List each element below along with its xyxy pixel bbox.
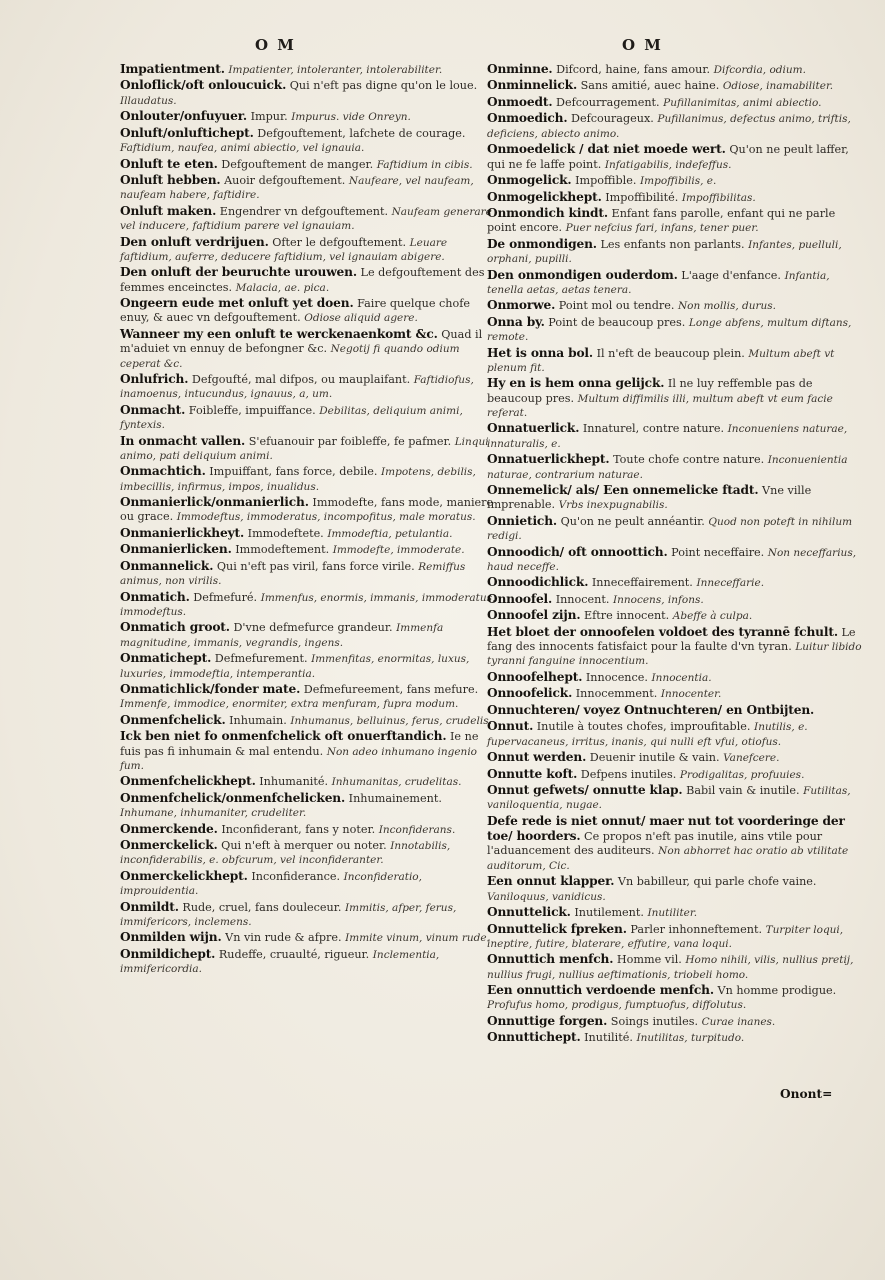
entry-french: Impoffible.: [575, 174, 637, 188]
dictionary-entry: [487, 483, 865, 513]
entry-french: Innocence.: [585, 670, 648, 684]
dictionary-entry: [487, 608, 865, 623]
catchword: Onont=: [780, 1087, 833, 1101]
dictionary-entry: [487, 983, 865, 1013]
dictionary-entry: [120, 157, 502, 172]
dictionary-entry: [487, 874, 865, 904]
dictionary-entry: [487, 905, 865, 920]
dictionary-entry: [120, 265, 502, 295]
entry-headword: Onmacht.: [120, 402, 186, 417]
entry-french: Impuiffant, fans force, debile.: [209, 465, 378, 479]
dictionary-entry: [487, 190, 865, 205]
dictionary-entry: [487, 767, 865, 782]
entry-latin: Impoffibilitas.: [681, 191, 756, 204]
entry-headword: Onmogelickhept.: [487, 189, 602, 204]
entry-french: Qui n'eft à merquer ou noter.: [221, 839, 387, 853]
dictionary-entry: [120, 327, 502, 371]
entry-headword: Impatientment.: [120, 62, 225, 76]
dictionary-entry: [120, 590, 502, 620]
entry-headword: Onmogelick.: [487, 173, 572, 188]
entry-french: Inutilité.: [584, 1031, 633, 1045]
entry-headword: Onmatich groot.: [120, 620, 230, 635]
entry-headword: Onmatich.: [120, 589, 190, 604]
entry-headword: Onminnelick.: [487, 78, 578, 93]
entry-french: Defmefuré.: [193, 590, 258, 604]
entry-french: Inconfiderance.: [251, 869, 341, 883]
entry-french: Immodeftement.: [235, 543, 330, 557]
entry-latin: Abeffe à culpa.: [672, 610, 753, 623]
dictionary-entry: [487, 922, 865, 952]
dictionary-entry: [487, 95, 865, 110]
entry-french: Quad il m'aduiet vn ennuy de befongner &c.: [120, 327, 483, 356]
dictionary-entry: [120, 713, 502, 728]
entry-latin: Impatienter, intoleranter, intolerabiliter.: [228, 64, 443, 76]
entry-french: Ie ne fuis pas fi inhumain & mal entendu.: [120, 730, 479, 758]
dictionary-entry: [120, 838, 502, 868]
entry-headword: Onna by.: [487, 314, 545, 329]
entry-latin: Immenfus, enormis, immanis, immoderatus, immodeftus.: [120, 591, 496, 618]
entry-french: Deuenir inutile & vain.: [589, 751, 720, 765]
entry-french: Qui n'eft pas viril, fans force virile.: [216, 559, 415, 573]
entry-french: Defcourageux.: [571, 112, 654, 126]
entry-french: Inhumain.: [229, 713, 287, 727]
entry-latin: Pufillanimitas, animi abiectio.: [663, 96, 822, 109]
entry-french: Les enfants non parlants.: [600, 237, 745, 251]
entry-latin: Faftidium in cibis.: [376, 158, 473, 171]
entry-headword: Onmatichept.: [120, 651, 212, 666]
entry-french: Defgouftement, lafchete de courage.: [257, 126, 466, 140]
entry-latin: Inconfideratio, improuidentia.: [120, 870, 422, 898]
entry-french: Point mol ou tendre.: [558, 299, 675, 313]
entry-latin: Debilitas, deliquium animi, fyntexis.: [120, 404, 463, 432]
entry-headword: Onnatuerlickhept.: [487, 452, 610, 467]
entry-french: Difcord, haine, fans amour.: [556, 63, 711, 76]
entry-latin: Difcordia, odium.: [713, 64, 806, 76]
entry-french: Defmefureement, fans mefure.: [303, 683, 479, 696]
entry-latin: Immodefte, immoderate.: [332, 544, 465, 557]
dictionary-entry: [120, 900, 502, 930]
dictionary-entry: [487, 62, 865, 77]
entry-french: Defmefurement.: [214, 652, 308, 666]
dictionary-entry: [487, 315, 865, 345]
entry-latin: Impurus. vide Onreyn.: [291, 111, 411, 124]
dictionary-entry: [487, 703, 865, 718]
entry-latin: Quod non poteft in nihilum redigi.: [487, 515, 853, 543]
entry-latin: Impoffibilis, e.: [640, 175, 717, 188]
entry-headword: Ick ben niet fo onmenfchelick oft onuerftandich.: [120, 729, 447, 744]
entry-french: Engendrer vn defgouftement.: [219, 204, 389, 218]
dictionary-entry: [120, 296, 502, 326]
dictionary-entry: [120, 464, 502, 494]
entry-latin: Inclementia, immifericordia.: [120, 948, 440, 976]
entry-headword: Onmanierlick/onmanierlich.: [120, 495, 309, 510]
entry-french: Defgoufté, mal difpos, ou mauplaifant.: [191, 373, 411, 386]
entry-headword: Onmenfchelickhept.: [120, 774, 256, 789]
left-column: [120, 62, 502, 978]
entry-latin: Non abhorret hac oratio ab vtilitate auditorum, Cic.: [487, 845, 849, 872]
entry-headword: Onnoofelick.: [487, 686, 573, 701]
dictionary-entry: [120, 526, 502, 541]
dictionary-entry: [120, 559, 502, 589]
entry-latin: Immodeftia, petulantia.: [327, 527, 453, 540]
dictionary-entry: [120, 620, 502, 650]
entry-french: Defgouftement de manger.: [221, 157, 374, 171]
entry-french: Vn babilleur, qui parle chofe vaine.: [617, 875, 817, 889]
entry-latin: Faftidiofus, inamoenus, intucundus, ignauus, a, um.: [120, 374, 474, 401]
entry-headword: Onlouter/onfuyuer.: [120, 109, 247, 124]
entry-headword: Onluft maken.: [120, 203, 217, 218]
entry-latin: Innotabilis, inconfiderabilis, e. obfcurum, vel inconfideranter.: [120, 840, 451, 867]
dictionary-entry: [487, 514, 865, 544]
entry-french: D'vne defmefurce grandeur.: [233, 621, 393, 635]
entry-latin: Naufeam generare vel inducere, faftidium parere vel ignauiam.: [120, 205, 492, 233]
dictionary-entry: [487, 421, 865, 451]
entry-headword: Onmenfchelick.: [120, 712, 226, 727]
entry-latin: Inhumanitas, crudelitas.: [331, 776, 462, 789]
entry-french: Ce propos n'eft pas inutile, ains vtile pour l'aduancement des auditeurs.: [487, 830, 823, 858]
entry-latin: Inhumane, inhumaniter, crudeliter.: [120, 807, 307, 820]
entry-latin: Impotens, debilis, imbecillis, infirmus, impos, inualidus.: [120, 466, 476, 493]
entry-french: Impur.: [250, 110, 288, 124]
entry-latin: Innocenter.: [660, 688, 722, 701]
entry-latin: Infantia, tenella aetas, aetas tenera.: [487, 269, 830, 296]
entry-headword: Onmerckelickhept.: [120, 868, 248, 883]
entry-headword: In onmacht vallen.: [120, 433, 246, 448]
entry-headword: Defe rede is niet onnut/ maer nut tot voorderinge der toe/ hoorders.: [487, 813, 845, 844]
entry-latin: Vrbs inexpugnabilis.: [558, 499, 668, 512]
dictionary-entry: [487, 1030, 865, 1045]
right-column: [487, 62, 865, 1047]
entry-latin: Immite vinum, vinum rude.: [345, 932, 490, 945]
page-header-right: O M: [622, 36, 663, 54]
dictionary-entry: [120, 173, 502, 203]
entry-french: Rudeffe, cruaulté, rigueur.: [218, 947, 370, 961]
entry-french: Auoir defgouftement.: [224, 174, 346, 188]
entry-latin: Illaudatus.: [120, 94, 177, 107]
entry-headword: Onmondich kindt.: [487, 205, 608, 220]
entry-french: Impoffibilité.: [605, 190, 679, 204]
entry-french: Point de beaucoup pres.: [548, 315, 686, 329]
entry-headword: De onmondigen.: [487, 236, 597, 251]
dictionary-entry: [120, 403, 502, 433]
dictionary-entry: [487, 142, 865, 172]
entry-french: Il n'eft de beaucoup plein.: [596, 346, 745, 360]
dictionary-entry: [120, 947, 502, 977]
entry-french: Vn homme prodigue.: [717, 984, 837, 998]
entry-french: Il ne luy reffemble pas de beaucoup pres.: [487, 377, 813, 405]
entry-latin: Prodigalitas, profuuies.: [679, 768, 805, 781]
entry-french: Qu'on ne peult laffer, qui ne fe laffe point.: [487, 143, 849, 171]
entry-latin: Non adeo inhumano ingenio fum.: [120, 745, 477, 772]
entry-latin: Leuare faftidium, auferre, deducere faftidium, vel ignauiam abigere.: [120, 236, 448, 263]
entry-latin: Infatigabilis, indefeffus.: [604, 158, 732, 171]
entry-french: Faire quelque chofe enuy, & auec vn defgouftement.: [120, 297, 470, 325]
entry-french: Rude, cruel, fans douleceur.: [182, 900, 342, 914]
dictionary-entry: [487, 376, 865, 420]
dictionary-entry: [487, 237, 865, 267]
entry-french: Innocent.: [555, 592, 610, 606]
dictionary-entry: [120, 774, 502, 789]
entry-latin: Profufus homo, prodigus, fumptuofus, diffolutus.: [487, 999, 747, 1012]
entry-headword: Het is onna bol.: [487, 345, 593, 360]
entry-french: Defpens inutiles.: [580, 767, 677, 781]
entry-latin: Non neceffarius, haud neceffe.: [487, 546, 857, 573]
entry-headword: Onnuttich menfch.: [487, 952, 614, 967]
dictionary-entry: [487, 545, 865, 575]
entry-french: S'efuanouir par foibleffe, fe pafmer.: [248, 434, 452, 448]
dictionary-entry: [120, 651, 502, 681]
entry-french: Vn vin rude & afpre.: [225, 931, 342, 945]
entry-headword: Onmachtich.: [120, 464, 206, 479]
entry-french: Ofter le defgouftement.: [272, 235, 407, 249]
dictionary-entry: [120, 78, 502, 108]
dictionary-entry: [120, 729, 502, 773]
entry-latin: Multum abeft vt plenum fit.: [487, 347, 835, 374]
dictionary-entry: [120, 434, 502, 464]
dictionary-entry: [120, 372, 502, 402]
entry-headword: Onnemelick/ als/ Een onnemelicke ftadt.: [487, 483, 759, 498]
entry-headword: Onmoedich.: [487, 111, 568, 126]
entry-headword: Onnoodich/ oft onnoottich.: [487, 544, 668, 559]
entry-headword: Onnuttelick.: [487, 905, 571, 920]
entry-latin: Non mollis, durus.: [677, 300, 777, 313]
entry-latin: Inutilitas, turpitudo.: [636, 1032, 745, 1045]
entry-latin: Immenfe, immodice, enormiter, extra menfuram, fupra modum.: [120, 698, 459, 711]
entry-headword: Onmanierlicken.: [120, 542, 232, 557]
entry-headword: Onnoodichlick.: [487, 575, 589, 590]
dictionary-entry: [487, 452, 865, 482]
dictionary-entry: [120, 204, 502, 234]
entry-headword: Onnoofel.: [487, 591, 553, 606]
dictionary-entry: [487, 625, 865, 669]
entry-headword: Een onnuttich verdoende menfch.: [487, 983, 714, 998]
dictionary-entry: [487, 298, 865, 313]
dictionary-entry: [487, 78, 865, 93]
entry-latin: Faftidium, naufea, animi abiectio, vel ignauia.: [120, 142, 365, 155]
dictionary-entry: [120, 869, 502, 899]
entry-french: Inutile à toutes chofes, improufitable.: [536, 720, 751, 734]
entry-french: Innaturel, contre nature.: [582, 422, 725, 436]
entry-headword: Onmenfchelick/onmenfchelicken.: [120, 790, 346, 805]
dictionary-entry: [120, 126, 502, 156]
dictionary-entry: [487, 268, 865, 298]
dictionary-entry: [487, 346, 865, 376]
entry-latin: Odiose aliquid agere.: [304, 312, 418, 325]
entry-headword: Den onluft der beuruchte urouwen.: [120, 265, 357, 280]
dictionary-entry: [120, 791, 502, 821]
entry-latin: Innocens, infons.: [612, 593, 704, 606]
entry-latin: Longe abfens, multum diftans, remote.: [487, 316, 852, 344]
entry-latin: Negotij fi quando odium ceperat &c.: [120, 343, 460, 370]
entry-french: Inhumanité.: [259, 775, 329, 789]
entry-french: Qui n'eft pas digne qu'on le loue.: [289, 79, 478, 93]
entry-headword: Onnuchteren/ voyez Ontnuchteren/ en Ontbijten.: [487, 702, 815, 717]
entry-headword: Onnoofel zijn.: [487, 608, 581, 623]
entry-latin: Inconueniens naturae, innaturalis, e.: [487, 423, 848, 450]
entry-french: Babil vain & inutile.: [686, 784, 800, 798]
entry-french: Le fang des innocents fatisfaict pour la faulte d'vn tyran.: [487, 625, 856, 654]
entry-latin: Multum diffimilis illi, multum abeft vt eum facie referat.: [487, 392, 833, 419]
entry-latin: Inutilis, e. fupervacaneus, irritus, inanis, qui nulli eft vfui, otiofus.: [487, 721, 808, 748]
entry-french: Le defgouftement des femmes enceinctes.: [120, 266, 485, 294]
dictionary-entry: [120, 109, 502, 124]
entry-french: Defcourragement.: [556, 95, 660, 109]
entry-headword: Onluft te eten.: [120, 156, 218, 171]
entry-headword: Onloflick/oft onloucuick.: [120, 78, 287, 93]
entry-latin: Inconfiderans.: [378, 823, 456, 836]
entry-headword: Den onluft verdrijuen.: [120, 234, 269, 249]
entry-french: Homme vil.: [616, 953, 682, 967]
dictionary-entry: [120, 822, 502, 837]
entry-french: Qu'on ne peult annéantir.: [560, 514, 705, 528]
entry-headword: Onnut werden.: [487, 750, 587, 765]
dictionary-entry: [487, 670, 865, 685]
dictionary-entry: [487, 575, 865, 590]
entry-latin: Inneceffarie.: [696, 577, 765, 590]
entry-french: Inutilement.: [574, 906, 644, 920]
entry-headword: Onnoofelhept.: [487, 669, 583, 684]
entry-headword: Wanneer my een onluft te werckenaenkomt &c.: [120, 326, 438, 341]
dictionary-entry: [487, 719, 865, 749]
entry-latin: Inhumanus, belluinus, ferus, crudelis.: [290, 714, 492, 727]
dictionary-entry: [120, 495, 502, 525]
dictionary-entry: [487, 592, 865, 607]
entry-latin: Futilitas, vaniloquentia, nugae.: [487, 785, 851, 812]
entry-headword: Onmerckelick.: [120, 838, 218, 853]
entry-french: Toute chofe contre nature.: [613, 453, 765, 467]
entry-latin: Pufillanimus, defectus animo, triftis, deficiens, abiecto animo.: [487, 113, 851, 140]
entry-french: L'aage d'enfance.: [681, 268, 781, 282]
dictionary-entry: [120, 235, 502, 265]
entry-french: Inneceffairement.: [591, 576, 693, 590]
entry-headword: Onmildt.: [120, 899, 179, 914]
entry-french: Point neceffaire.: [671, 545, 765, 559]
entry-headword: Ongeern eude met onluft yet doen.: [120, 296, 354, 311]
entry-headword: Onmorwe.: [487, 298, 556, 313]
entry-headword: Onnut gefwets/ onnutte klap.: [487, 783, 683, 798]
dictionary-entry: [487, 173, 865, 188]
entry-headword: Onnuttelick fpreken.: [487, 921, 627, 936]
entry-latin: Immenfitas, enormitas, luxus, luxuries, immodeftia, intemperantia.: [120, 653, 470, 680]
entry-latin: Vaniloquus, vanidicus.: [487, 890, 606, 903]
entry-french: Enfant fans parolle, enfant qui ne parle point encore.: [487, 206, 836, 235]
dictionary-entry: [487, 1014, 865, 1029]
dictionary-entry: [487, 111, 865, 141]
dictionary-entry: [487, 750, 865, 765]
entry-headword: Onluft/onluftichept.: [120, 125, 254, 140]
entry-headword: Onnatuerlick.: [487, 421, 580, 436]
entry-latin: Curae inanes.: [701, 1015, 776, 1028]
entry-latin: Luitur libido tyranni fanguine innocentium.: [487, 641, 862, 668]
entry-headword: Onnutte koft.: [487, 766, 578, 781]
dictionary-entry: [120, 542, 502, 557]
entry-headword: Onmerckende.: [120, 821, 218, 836]
entry-french: Immodeftete.: [247, 526, 324, 540]
entry-latin: Immenfa magnitudine, immanis, vegrandis, ingens.: [120, 622, 444, 649]
dictionary-entry: [120, 62, 502, 77]
entry-headword: Den onmondigen ouderdom.: [487, 267, 678, 282]
entry-french: Inhumainement.: [348, 791, 442, 805]
entry-latin: Turpiter loqui, ineptire, futire, blaterare, effutire, vana loqui.: [487, 923, 844, 950]
entry-headword: Het bloet der onnoofelen voldoet des tyrannē fchult.: [487, 624, 838, 639]
entry-latin: Infantes, puelluli, orphani, pupilli.: [487, 238, 842, 266]
entry-headword: Onmoedelick / dat niet moede wert.: [487, 142, 726, 157]
entry-headword: Onmildichept.: [120, 946, 216, 961]
entry-french: Soings inutiles.: [610, 1014, 698, 1028]
entry-latin: Inutiliter.: [647, 907, 698, 920]
page-header-left: O M: [255, 36, 296, 54]
entry-latin: Inconuenientia naturae, contrarium naturae.: [487, 454, 848, 481]
entry-headword: Onnut.: [487, 719, 534, 734]
entry-headword: Onmanierlickheyt.: [120, 525, 245, 540]
dictionary-entry: [120, 930, 502, 945]
dictionary-entry: [487, 206, 865, 236]
entry-latin: Homo nihili, vilis, nullius pretij, nullius frugi, nullius aeftimationis, triobeli homo.: [487, 954, 854, 981]
entry-french: Innocemment.: [575, 687, 658, 701]
entry-headword: Hy en is hem onna gelijck.: [487, 376, 665, 391]
entry-headword: Onmatichlick/fonder mate.: [120, 682, 301, 696]
entry-latin: Vanefcere.: [723, 752, 780, 765]
entry-latin: Puer nefcius fari, infans, tener puer.: [565, 222, 759, 235]
entry-latin: Remiffus animus, non virilis.: [120, 560, 466, 588]
entry-headword: Onminne.: [487, 62, 553, 76]
entry-headword: Onnuttichept.: [487, 1030, 581, 1045]
entry-latin: Naufeare, vel naufeam, naufeam habere, faftidire.: [120, 175, 474, 202]
dictionary-entry: [487, 952, 865, 982]
dictionary-entry: [487, 686, 865, 701]
entry-headword: Onmannelick.: [120, 558, 214, 573]
entry-french: Sans amitié, auec haine.: [580, 79, 720, 93]
entry-french: Immodefte, fans mode, maniere ou grace.: [120, 496, 494, 524]
entry-headword: Een onnut klapper.: [487, 874, 615, 889]
entry-french: Eftre innocent.: [584, 609, 670, 623]
entry-french: Parler inhonneftement.: [630, 922, 763, 936]
entry-latin: Linqui animo, pati deliquium animi.: [120, 435, 489, 462]
entry-latin: Innocentia.: [651, 671, 712, 684]
entry-headword: Onnietich.: [487, 513, 558, 528]
entry-french: Inconfiderant, fans y noter.: [221, 822, 376, 836]
entry-latin: Immodeftus, immoderatus, incompofitus, male moratus.: [176, 511, 476, 524]
entry-latin: Immitis, afper, ferus, immifericors, inclemens.: [120, 901, 457, 928]
dictionary-entry: [487, 783, 865, 813]
entry-headword: Onlufrich.: [120, 372, 189, 386]
entry-headword: Onnuttige forgen.: [487, 1013, 608, 1028]
entry-headword: Onmoedt.: [487, 94, 553, 109]
dictionary-entry: [120, 682, 502, 712]
entry-headword: Onluft hebben.: [120, 173, 221, 188]
entry-latin: Malacia, ae. pica.: [235, 281, 330, 294]
entry-french: Foibleffe, impuiffance.: [188, 403, 316, 417]
entry-latin: Odiose, inamabiliter.: [722, 80, 834, 93]
dictionary-entry: [487, 814, 865, 873]
entry-french: Vne ville imprenable.: [487, 484, 812, 512]
entry-headword: Onmilden wijn.: [120, 930, 222, 945]
